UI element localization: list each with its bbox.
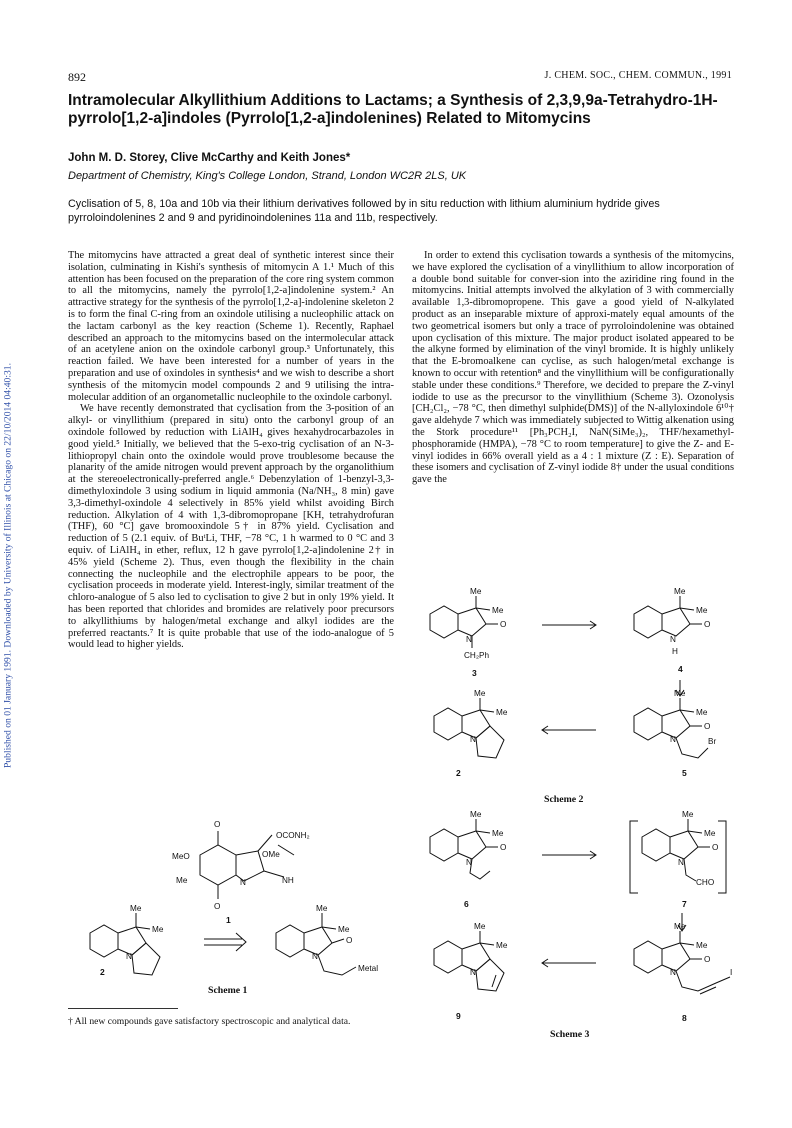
paragraph: We have recently demonstrated that cyclisation from the 3-position of an alkyl- or vinyllithium (prepared in situ) onto the carbonyl group of an oxindole followed by reduction with LiAlH₄ gives hexahydrocarbazoles in good yield.⁵ Initially, we believed that the 5-exo-trig cyclisation of an N-3-lithiopropyl chain onto the oxindole would prove troublesome because the planarity of the amide nitrogen would prevent approach by the organolithium at the stereoelectronically-preferred angle.⁶ Debenzylation of 1-benzyl-3,3-dimethyloxindole 3 using sodium in liquid ammonia (Na/NH₃, 8 min) gave 3,3-dimethyl-oxindole 4 selectively in 85% yield whilst avoiding Birch reduction. Alkylation of 4 with 1,3-dibromopropane [KH, tetrahydrofuran (THF), 60 °C] gave bromooxindole 5† in 87% yield. Cyclisation and reduction of 5 (2.1 equiv. of BuᵗLi, THF, −78 °C, 1 h warmed to 0 °C and 3 equiv. of LiAlH₄ in ether, reflux, 12 h gave pyrrolo[1,2-a]indolenine 2† in 45% yield (Scheme 2). Thus, even though the flexibility in the chain connecting the nucleophile and the electrophile appears to be poor, the cyclisation proceeds in moderate yield. Interest-ingly, similar treatment of the chloro-analogue of 5 also led to cyclisation to give 2 but in only 19% yield. It has been reported that chlorides and bromides are relatively poor precursors to alkyllithiums by halogen/metal exchange and alkyl iodides are the preferred reactants.⁷ It is quite probable that use of the iodo-analogue of 5 would lead to higher yields. [68,403,394,651]
me-label: Me [492,606,504,615]
compound-8-structure [634,922,732,1023]
compound-number: 9 [456,1011,461,1021]
meo-label: MeO [172,852,190,861]
compound-2-structure [90,904,164,977]
me-label: Me [492,829,504,838]
oxo-label: O [214,902,221,911]
me-label: Me [696,708,708,717]
me-label: Me [152,925,164,934]
me-label: Me [474,689,486,698]
me-label: Me [674,587,686,596]
authors: John M. D. Storey, Clive McCarthy and Keith Jones* [68,152,351,164]
scheme-caption: Scheme 3 [550,1029,590,1040]
n-label: N [470,968,476,977]
retro-arrow [204,933,246,951]
me-label: Me [674,689,686,698]
scheme-caption: Scheme 1 [208,985,248,996]
me-label: Me [696,606,708,615]
footnote-rule [68,1008,178,1009]
reaction-arrow-left [542,959,596,967]
scheme-3-diagram [420,810,740,1040]
scheme-1-diagram [80,815,400,1005]
oxindole-metal-structure [276,904,378,975]
oxo-label: O [346,936,353,945]
page-number: 892 [68,70,86,84]
me-label: Me [130,904,142,913]
abstract: Cyclisation of 5, 8, 10a and 10b via their lithium derivatives followed by in situ reduction with lithium aluminium hydride gives pyrroloindolenines 2 and 9 and pyridinoindolenines 11a and 11b, respectively. [68,198,660,224]
reaction-arrow [542,851,596,859]
n-label: N [678,858,684,867]
reaction-arrow [542,621,596,629]
metal-label: Metal [358,964,379,973]
compound-number: 2 [100,967,105,977]
carbamate-label: OCONH₂ [276,831,310,840]
n-label: N [670,735,676,744]
n-label: N [670,635,676,644]
scheme-caption: Scheme 2 [544,794,584,805]
compound-3-structure [430,587,506,678]
reaction-arrow-left [542,726,596,734]
n-label: N [312,952,318,961]
oxo-label: O [500,843,507,852]
br-label: Br [708,737,717,746]
me-label: Me [682,810,694,819]
right-column [412,250,734,486]
oxo-label: O [500,620,507,629]
compound-9-structure [434,922,508,1021]
me-label: Me [316,904,328,913]
compound-number: 6 [464,899,469,909]
compound-number: 5 [682,768,687,778]
journal-header: J. CHEM. SOC., CHEM. COMMUN., 1991 [544,70,732,81]
me-label: Me [470,587,482,596]
me-label: Me [338,925,350,934]
aldehyde-label: CHO [696,878,715,887]
compound-5-structure [634,689,716,778]
publication-sidebar: Published on 01 January 1991. Downloaded by University of Illinois at Chicago on 22/10/2014 04:40:31. [2,362,14,769]
compound-number: 1 [226,915,231,925]
me-label: Me [176,876,188,885]
iodo-label: I [730,968,733,977]
affiliation: Department of Chemistry, King's College London, Strand, London WC2R 2LS, UK [68,170,467,182]
mitomycin-structure [172,820,310,925]
h-label: H [672,647,678,656]
me-label: Me [474,922,486,931]
nh-label: NH [282,876,294,885]
n-label: N [670,968,676,977]
n-label: N [470,735,476,744]
oxo-label: O [712,843,719,852]
me-label: Me [496,708,508,717]
scheme-2-diagram [420,587,740,807]
oxo-label: O [704,722,711,731]
compound-2-structure [434,689,508,778]
me-label: Me [470,810,482,819]
n-label: N [126,952,132,961]
article-title: Intramolecular Alkyllithium Additions to Lactams; a Synthesis of 2,3,9,9a-Tetrahydro-1H-pyrrolo[1,2-a]indoles (Pyrrolo[1,2-a]indolenines) Related to Mitomycins [68,92,718,127]
compound-7-structure [642,810,718,909]
left-column [68,250,394,651]
me-label: Me [704,829,716,838]
n-label: N [466,635,472,644]
oxo-label: O [704,955,711,964]
n-label: N [240,878,246,887]
n-label: N [466,858,472,867]
benzyl-label: CH₂Ph [464,651,490,660]
oxo-label: O [214,820,221,829]
compound-number: 2 [456,768,461,778]
ome-label: OMe [262,850,280,859]
oxo-label: O [704,620,711,629]
compound-number: 3 [472,668,477,678]
compound-number: 4 [678,664,683,674]
me-label: Me [696,941,708,950]
compound-number: 7 [682,899,687,909]
compound-number: 8 [682,1013,687,1023]
me-label: Me [674,922,686,931]
footnote: † All new compounds gave satisfactory spectroscopic and analytical data. [68,1016,351,1027]
compound-4-structure [634,587,710,674]
compound-6-structure [430,810,506,909]
paragraph: The mitomycins have attracted a great deal of synthetic interest since their isolation, culminating in Kishi's synthesis of mitomycin A 1.¹ Much of this attention has been focused on the preparation of the core ring system common to all the mitomycins, namely the pyrrolo[1,2-a]indolenine system.² An attractive strategy for the synthesis of the pyrrolo[1,2-a]-indolenine skeleton 2 is to form the final C-ring from an oxindole utilising a nucleophilic attack on the lactam carbonyl as the key reaction (Scheme 1). Recently, Raphael described an approach to the mitomycins based on the intermolecular attack of an acetylene anion on the oxindole carbonyl group.³ Unfortunately, this reaction failed. We have been interested for a number of years in the preparation and use of oxindoles in synthesis⁴ and we wish to describe a short synthesis of the mitomycin model compounds 2 and 9 utilising the intra-molecular addition of an organometallic nucleophile to the oxindole carbonyl. [68,250,394,403]
paragraph: In order to extend this cyclisation towards a synthesis of the mitomycins, we have explored the cyclisation of a vinyllithium to allow incorporation of a double bond suitable for conver-sion into the aziridine ring found in the mitomycins. Initial attempts involved the alkylation of 3 with commercially available 1,3-dibromopropene. This gave a good yield of N-alkylated product as an inseparable mixture of approxi-mately equal amounts of the two geometrical isomers but only a trace of pyrroloindolenine was obtained upon cyclisation of this mixture. The major product isolated appeared to be the alkyne formed by elimination of the vinyl bromide. It is highly unlikely that the E-bromoalkene can cyclise, as such halogen/metal exchange is known to occur with retention⁸ and the vinyllithium will be configurationally stable under these conditions.⁹ Therefore, we decided to prepare the Z-vinyl iodide to use as the precursor to the vinyllithium (Scheme 3). Ozonolysis [CH₂Cl₂, −78 °C, then dimethyl sulphide(DMS)] of the N-allyloxindole 6¹⁰† gave aldehyde 7 which was immediately subjected to Wittig alkenation using the Stork procedure¹¹ [Ph₃PCH₂I, NaN(SiMe₃)₂, THF/hexamethyl-phosphoramide (HMPA), −78 °C to room temperature] to give the Z- and E-vinyl iodides in 66% overall yield as a 4 : 1 mixture (Z : E). Separation of these isomers and cyclisation of Z-vinyl iodide 8† under the usual conditions gave the [412,250,734,486]
me-label: Me [496,941,508,950]
